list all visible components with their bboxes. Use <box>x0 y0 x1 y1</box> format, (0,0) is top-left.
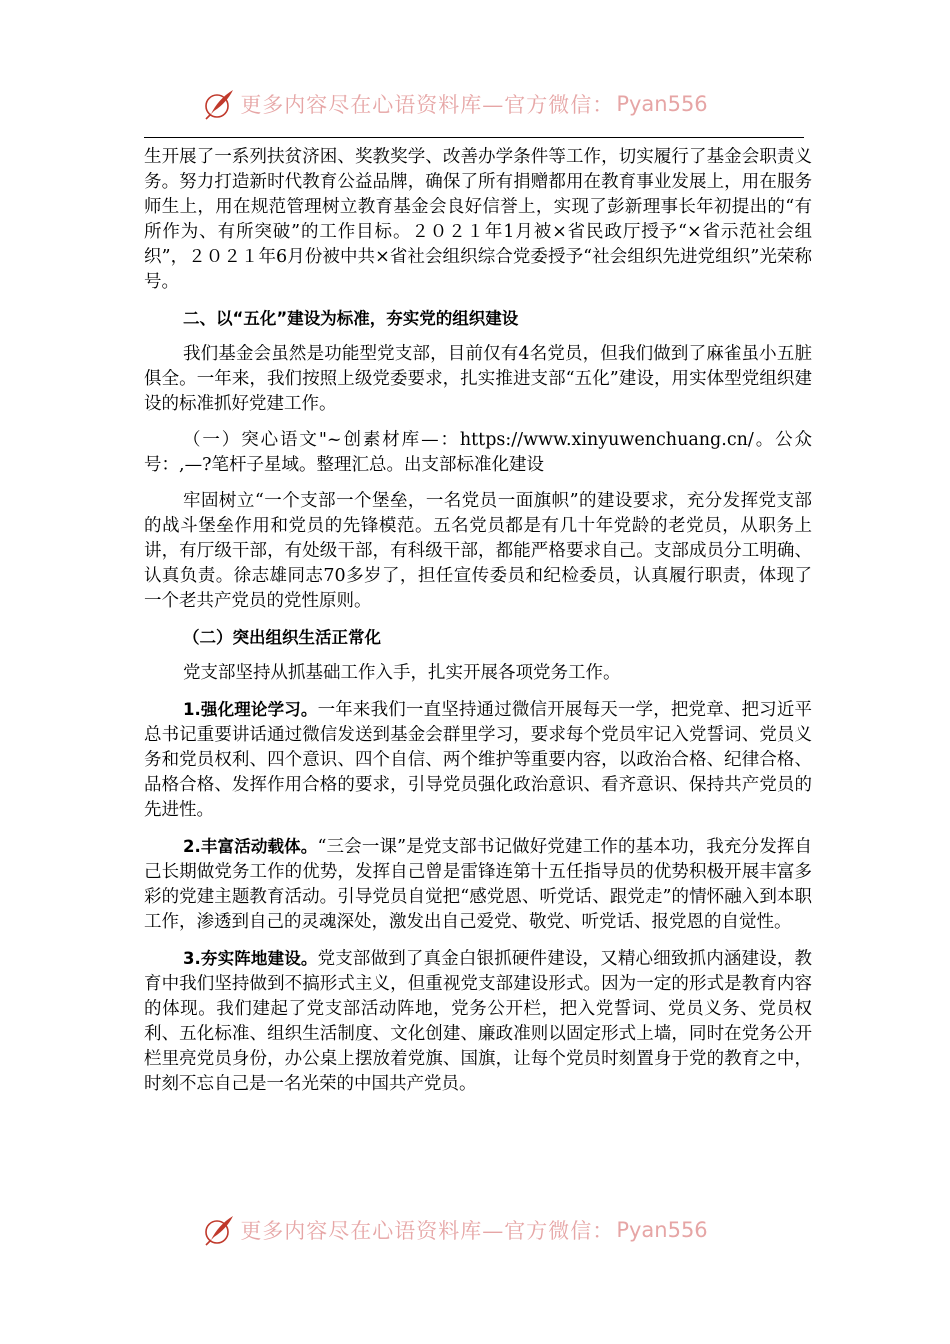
watermark-wechat-id: Pyan556 <box>616 1218 708 1242</box>
paragraph-continued: 生开展了一系列扶贫济困、奖教奖学、改善办学条件等工作，切实履行了基金会职责义务。努力打造新时代教育公益品牌，确保了所有捐赠都用在教育事业发展上，用在服务师生上，用在规范管理树立教育基金会良好信誉上，实现了彭新理事长年初提出的“有所作为、有所突破”的工作目标。２０２１年1月被×省民政厅授予“×省示范社会组织”，２０２１年6月份被中共×省社会组织综合党委授予“社会组织先进党组织”光荣称号。 <box>144 147 812 292</box>
paragraph: 党支部坚持从抓基础工作入手，扎实开展各项党务工作。 <box>183 663 621 683</box>
watermark-wechat-id: Pyan556 <box>616 92 708 116</box>
list-item-lead: 2.丰富活动载体。 <box>183 837 318 856</box>
list-item-1 <box>144 697 812 823</box>
list-item-lead: 1.强化理论学习。 <box>183 700 318 719</box>
watermark-text: 更多内容尽在心语资料库—官方微信： <box>240 93 615 117</box>
watermark-text: 更多内容尽在心语资料库—官方微信： <box>240 1219 615 1243</box>
header-watermark <box>0 84 950 124</box>
document-body <box>144 145 812 1097</box>
list-item-text: “三会一课”是党支部书记做好党建工作的基本功，我充分发挥自己长期做党务工作的优势，发挥自己曾是雷锋连第十五任指导员的优势积极开展丰富多彩的党建主题教育活动。引导党员自觉把“感党恩、听党话、跟党走”的情怀融入到本职工作，渗透到自己的灵魂深处，激发出自己爱党、敬党、听党话、报党恩的自觉性。 <box>144 837 812 932</box>
list-item-3 <box>144 946 812 1097</box>
paragraph: 我们基金会虽然是功能型党支部，目前仅有4名党员，但我们做到了麻雀虽小五脏俱全。一年来，我们按照上级党委要求，扎实推进支部“五化”建设，用实体型党组织建设的标准抓好党建工作。 <box>144 344 812 414</box>
list-item-text: 党支部做到了真金白银抓硬件建设，又精心细致抓内涵建设，教育中我们坚持做到不搞形式主义，但重视党支部建设形式。因为一定的形式是教育内容的体现。我们建起了党支部活动阵地，党务公开栏，把入党誓词、党员义务、党员权利、五化标准、组织生活制度、文化创建、廉政准则以固定形式上墙，同时在党务公开栏里亮党员身份，办公桌上摆放着党旗、国旗，让每个党员时刻置身于党的教育之中，时刻不忘自己是一名光荣的中国共产党员。 <box>144 949 813 1094</box>
section-heading-2: 二、以“五化”建设为标准，夯实党的组织建设 <box>183 309 519 328</box>
header-divider <box>144 137 804 138</box>
list-item-2 <box>144 834 812 935</box>
quill-circle-icon <box>202 1213 236 1247</box>
subsection-heading-1: （一）突心语文"~创素材库—：https://www.xinyuwenchuang.cn/。公众号：,—?笔杆子星域。整理汇总。出支部标准化建设 <box>144 430 812 475</box>
quill-circle-icon <box>202 87 236 121</box>
paragraph: 牢固树立“一个支部一个堡垒，一名党员一面旗帜”的建设要求，充分发挥党支部的战斗堡垒作用和党员的先锋模范。五名党员都是有几十年党龄的老党员，从职务上讲，有厅级干部，有处级干部，有科级干部，都能严格要求自己。支部成员分工明确、认真负责。徐志雄同志70多岁了，担任宣传委员和纪检委员，认真履行职责，体现了一个老共产党员的党性原则。 <box>144 491 812 611</box>
subsection-heading-2: （二）突出组织生活正常化 <box>183 628 381 647</box>
list-item-lead: 3.夯实阵地建设。 <box>183 949 318 968</box>
list-item-text: 一年来我们一直坚持通过微信开展每天一学，把党章、把习近平总书记重要讲话通过微信发送到基金会群里学习，要求每个党员牢记入党誓词、党员义务和党员权利、四个意识、四个自信、两个维护等重要内容，以政治合格、纪律合格、品格合格、发挥作用合格的要求，引导党员强化政治意识、看齐意识、保持共产党员的先进性。 <box>144 700 813 820</box>
footer-watermark <box>0 1210 950 1250</box>
